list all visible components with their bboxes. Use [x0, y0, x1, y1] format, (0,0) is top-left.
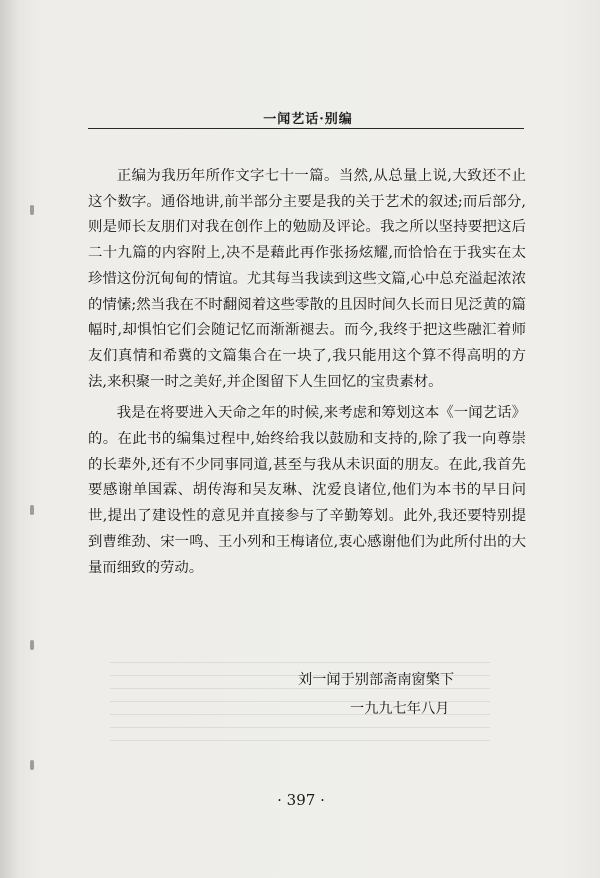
header-rule: [88, 128, 524, 129]
signature-block: [298, 666, 498, 724]
binding-stitch: [30, 760, 34, 770]
binding-stitch: [30, 505, 34, 515]
paragraph: 正编为我历年所作文字七十一篇。当然,从总量上说,大致还不止这个数字。通俗地讲,前半部分主要是我的关于艺术的叙述;而后部分,则是师长友朋们对我在创作上的勉励及评论。我之所以坚持要把这后二十九篇的内容附上,决不是藉此再作张扬炫耀,而恰恰在于我实在太珍惜这份沉甸甸的情谊。尤其每当我读到这些文篇,心中总充溢起浓浓的情愫;然当我在不时翻阅着这些零散的且因时间久长而日见泛黄的篇幅时,却惧怕它们会随记忆而渐渐褪去。而今,我终于把这些融汇着师友们真情和希冀的文篇集合在一块了,我只能用这个算不得高明的方法,来积聚一时之美好,并企图留下人生回忆的宝贵素材。: [88, 168, 526, 390]
signature-author: 刘一闻于别部斋南窗檠下: [298, 672, 455, 688]
main-text: [88, 164, 526, 587]
paragraph: 我是在将要进入天命之年的时候,来考虑和筹划这本《一闻艺话》的。在此书的编集过程中,始终给我以鼓励和支持的,除了我一向尊崇的长辈外,还有不少同事同道,甚至与我从未识面的朋友。在此,我首先要感谢单国霖、胡传海和吴友琳、沈爱良诸位,他们为本书的早日问世,提出了建设性的意见并直接参与了辛勤筹划。此外,我还要特别提到曹维劲、宋一鸣、王小列和王梅诸位,衷心感谢他们为此所付出的大量而细致的劳动。: [88, 405, 526, 576]
binding-stitch: [30, 640, 34, 650]
binding-stitch: [30, 205, 34, 215]
running-title: 一闻艺话·别编: [263, 112, 353, 127]
page-number: · 397 ·: [277, 791, 325, 809]
signature-date: 一九九七年八月: [350, 701, 450, 717]
